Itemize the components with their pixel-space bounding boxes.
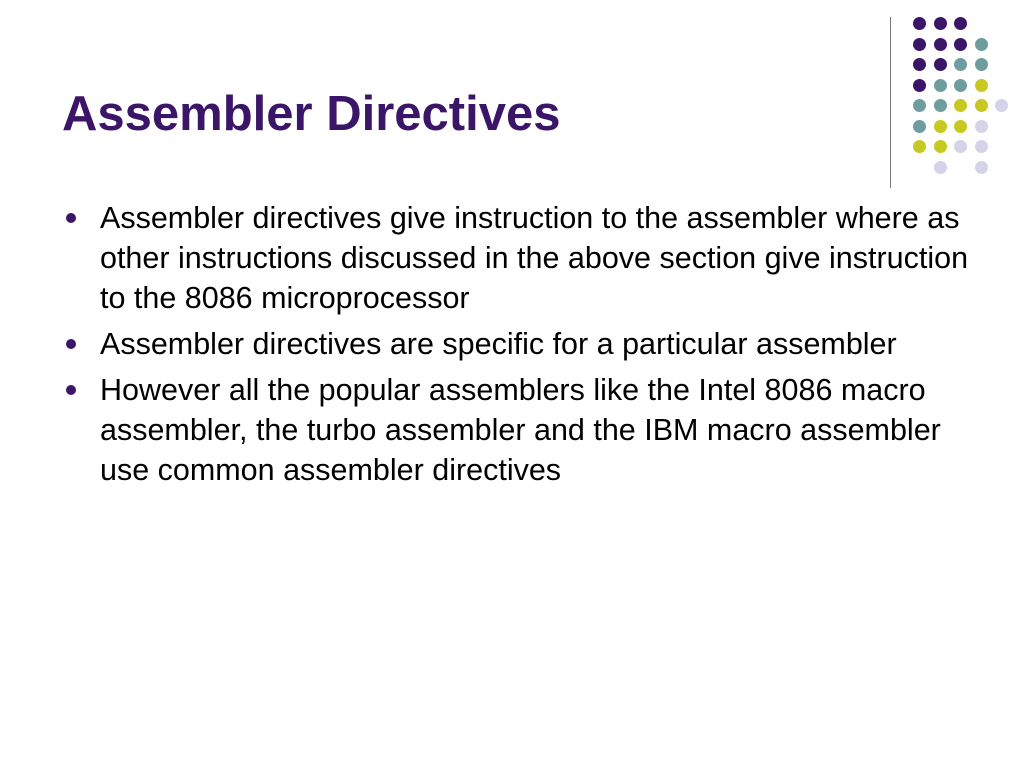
bullet-item — [62, 324, 982, 364]
decorative-dot — [934, 161, 947, 174]
title-divider — [890, 17, 891, 188]
decorative-dot — [913, 17, 926, 30]
decorative-dot — [954, 120, 967, 133]
decorative-dot — [975, 120, 988, 133]
decorative-dot — [934, 58, 947, 71]
decorative-dot — [934, 38, 947, 51]
decorative-dot — [954, 140, 967, 153]
bullet-item — [62, 370, 982, 490]
decorative-dot — [913, 99, 926, 112]
decorative-dot — [913, 120, 926, 133]
decorative-dot — [913, 58, 926, 71]
decorative-dot — [934, 120, 947, 133]
decorative-dot — [975, 161, 988, 174]
decorative-dot — [995, 99, 1008, 112]
decorative-dot — [954, 38, 967, 51]
bullet-list — [62, 198, 982, 496]
bullet-marker-icon — [66, 385, 76, 395]
decorative-dot — [975, 79, 988, 92]
bullet-marker-icon — [66, 213, 76, 223]
decorative-dot — [954, 79, 967, 92]
decorative-dot — [913, 79, 926, 92]
decorative-dot — [975, 58, 988, 71]
decorative-dot — [913, 140, 926, 153]
bullet-text: Assembler directives give instruction to the assembler where as other instructions discussed in the above section give instruction to the 8086 microprocessor — [100, 201, 969, 315]
decorative-dot — [934, 79, 947, 92]
decorative-dot — [913, 38, 926, 51]
decorative-dot — [934, 17, 947, 30]
decorative-dot — [954, 99, 967, 112]
bullet-marker-icon — [66, 339, 76, 349]
decorative-dot — [975, 140, 988, 153]
decorative-dot — [975, 99, 988, 112]
bullet-item — [62, 198, 982, 318]
decorative-dot — [934, 140, 947, 153]
decorative-dot — [954, 58, 967, 71]
decorative-dot — [975, 38, 988, 51]
slide-title: Assembler Directives — [62, 87, 561, 141]
bullet-text: However all the popular assemblers like the Intel 8086 macro assembler, the turbo assembler and the IBM macro assembler use common assembler directives — [100, 373, 941, 487]
bullet-text: Assembler directives are specific for a particular assembler — [100, 327, 897, 361]
decorative-dot — [954, 17, 967, 30]
decorative-dot — [934, 99, 947, 112]
